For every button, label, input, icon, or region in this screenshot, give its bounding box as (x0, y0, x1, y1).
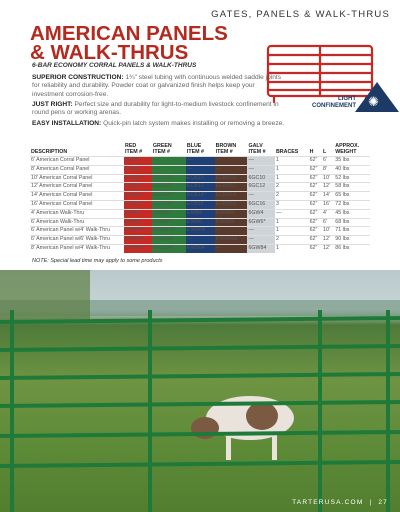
cell-green: ECG10T (152, 174, 186, 183)
cell-blue: — (186, 165, 215, 174)
cell-galv: 6GC16 (247, 200, 275, 209)
col-galv-line2: ITEM # (248, 149, 266, 155)
cell-green: ECG16T (152, 200, 186, 209)
feature-construction (32, 74, 282, 99)
col-red (124, 143, 152, 157)
table-row (30, 209, 370, 218)
cell-desc: 16' American Corral Panel (31, 200, 93, 207)
product-spec-table (30, 143, 370, 253)
cell-braces: 1 (275, 165, 279, 172)
cell-brown: — (215, 157, 248, 166)
cell-weight: 45 lbs (335, 209, 350, 216)
cell-desc: 6' American Walk-Thru (31, 218, 85, 225)
col-blue-line1: BLUE (186, 143, 202, 149)
table-row (30, 192, 370, 201)
table-row (30, 200, 370, 209)
col-braces: BRACES (275, 149, 299, 155)
cell-weight: 40 lbs (335, 165, 350, 172)
cell-blue: EWB84 (186, 244, 215, 252)
cell-l: 12' (323, 236, 330, 243)
cell-red: ECR14 (124, 192, 152, 201)
cell-brown: — (215, 244, 248, 252)
cell-l: 12' (323, 183, 330, 190)
cell-l: 10' (323, 174, 330, 181)
cell-red: ECR12 (124, 183, 152, 192)
fence-photo (0, 270, 400, 512)
cell-brown: EWBR6 (215, 218, 248, 227)
cell-weight: 58 lbs (335, 183, 350, 190)
cell-blue: EWB4 (186, 209, 215, 218)
col-brown (215, 143, 248, 157)
col-green (152, 143, 186, 157)
col-brown-line1: BROWN (215, 143, 237, 149)
cell-h: 62" (309, 244, 318, 251)
cell-braces: 2 (275, 192, 279, 199)
cell-h: 62" (309, 209, 318, 216)
title-line-1: AMERICAN PANELS (30, 22, 228, 45)
cell-desc: 8' American Panel w/4' Walk-Thru (31, 244, 110, 251)
cell-h: 62" (309, 192, 318, 199)
badge-line-1: LIGHT (338, 96, 356, 102)
cell-l: 12' (323, 244, 330, 251)
cell-desc: 8' American Corral Panel (31, 165, 90, 172)
col-description: DESCRIPTION (31, 149, 68, 155)
cell-desc: 10' American Corral Panel (31, 174, 93, 181)
cell-brown: — (215, 227, 248, 236)
table-row (30, 227, 370, 236)
cell-brown: EWBR4 (215, 209, 248, 218)
page-title (30, 24, 228, 62)
cell-red: ECR10 (124, 174, 152, 183)
table-row (30, 183, 370, 192)
table-header-row (30, 143, 370, 157)
cell-h: 62" (309, 218, 318, 225)
cell-blue: ECB10 (186, 174, 215, 183)
cell-l: 4' (323, 209, 327, 216)
col-h: H (309, 149, 314, 155)
section-category: GATES, PANELS & WALK-THRUS (211, 9, 390, 20)
cell-galv: — (247, 192, 275, 201)
col-weight (334, 143, 370, 157)
col-weight-line1: APPROX. (335, 143, 360, 149)
cell-red: EWR4 (124, 209, 152, 218)
cell-h: 62" (309, 157, 318, 163)
footer-page-number: 27 (378, 499, 388, 506)
cell-blue: ECB16 (186, 200, 215, 209)
badge-line-2: CONFINEMENT (312, 102, 356, 109)
cell-red: EWR6 (124, 218, 152, 227)
cell-brown: ECBR12 (215, 183, 248, 192)
cell-braces: — (275, 209, 282, 216)
cell-galv: 6GW84 (247, 244, 275, 252)
page-footer: TARTERUSA.COM | 27 (292, 499, 388, 506)
col-green-line1: GREEN (152, 143, 172, 149)
page-subtitle: 6-BAR ECONOMY CORRAL PANELS & WALK-THRUS (32, 62, 197, 69)
table-row (30, 218, 370, 227)
table-row (30, 236, 370, 245)
cell-green: ECG12T (152, 183, 186, 192)
cell-braces: 1 (275, 227, 279, 234)
cell-weight: 65 lbs (335, 192, 350, 199)
cell-blue: — (186, 236, 215, 245)
cell-green: EWG66T (152, 236, 186, 245)
col-blue-line2: ITEM # (186, 149, 204, 155)
cell-h: 62" (309, 183, 318, 190)
table-row (30, 174, 370, 183)
cell-red: EWR66 (124, 236, 152, 245)
feature-installation (32, 120, 362, 128)
cell-brown: ECBR10 (215, 174, 248, 183)
cell-desc: 14' American Corral Panel (31, 192, 93, 199)
cell-l: 10' (323, 227, 330, 234)
cell-galv: — (247, 227, 275, 236)
cell-red: ECR6 (124, 157, 152, 166)
cell-l: 16' (323, 200, 330, 207)
cell-h: 62" (309, 227, 318, 234)
feature-text: Quick-pin latch system makes installing or removing a breeze. (103, 120, 285, 127)
cell-weight: 52 lbs (335, 174, 350, 181)
cell-desc: 4' American Walk-Thru (31, 209, 85, 216)
cell-h: 62" (309, 200, 318, 207)
table-row (30, 157, 370, 166)
table-row (30, 165, 370, 174)
cell-braces: 2 (275, 236, 279, 243)
footer-site: TARTERUSA.COM (292, 499, 364, 506)
cell-braces: 1 (275, 244, 279, 251)
title-line-2: & WALK-THRUS (30, 41, 189, 64)
cell-green: EWG84T (152, 244, 186, 252)
cell-weight: 72 lbs (335, 200, 350, 207)
cell-red: ECR16 (124, 200, 152, 209)
cell-h: 62" (309, 236, 318, 243)
cell-blue: — (186, 157, 215, 166)
col-red-line2: ITEM # (125, 149, 143, 155)
cell-galv: 6GW4 (247, 209, 275, 218)
cell-brown: ECBR16 (215, 200, 248, 209)
cell-h: 62" (309, 165, 318, 172)
cell-l: 6' (323, 157, 327, 163)
cell-brown: EWBR66 (215, 236, 248, 245)
cell-green: EWG64T (152, 227, 186, 236)
cell-blue: EWB64 (186, 227, 215, 236)
cell-desc: 6' American Panel w/6' Walk-Thru (31, 236, 110, 243)
cell-brown: ECBR14 (215, 192, 248, 201)
table-row (30, 244, 370, 252)
starburst-icon: ✺ (368, 94, 379, 109)
cell-red: EWR84 (124, 244, 152, 252)
feature-label: JUST RIGHT: (32, 101, 73, 108)
feature-text: Perfect size and durability for light-to-medium livestock confinement in round pens or working arenas. (32, 101, 279, 117)
feature-text: 1¾" steel tubing with continuous welded saddle joints for reliability and durability. Powder coat or galvanized finish helps keep your investment corrosion-free. (32, 74, 281, 98)
cell-braces: 3 (275, 200, 279, 207)
cell-braces: 1 (275, 174, 279, 181)
col-l: L (323, 149, 327, 155)
cell-green: — (152, 165, 186, 174)
cell-galv: 6GC12 (247, 183, 275, 192)
cell-galv: — (247, 157, 275, 166)
col-blue (186, 143, 215, 157)
cell-l: 8' (323, 165, 327, 172)
cell-desc: 12' American Corral Panel (31, 183, 93, 190)
feature-label: SUPERIOR CONSTRUCTION: (32, 74, 124, 81)
cell-green: — (152, 157, 186, 166)
cell-weight: 86 lbs (335, 244, 350, 251)
col-brown-line2: ITEM # (215, 149, 233, 155)
cell-green: EWG4T (152, 209, 186, 218)
col-green-line2: ITEM # (152, 149, 170, 155)
cell-blue: ECB14* (186, 192, 215, 201)
cell-blue: EWB6 (186, 218, 215, 227)
cell-weight: 71 lbs (335, 227, 350, 234)
cell-weight: 35 lbs (335, 157, 350, 163)
cell-braces: 2 (275, 183, 279, 190)
cell-red: EWR64 (124, 227, 152, 236)
col-red-line1: RED (125, 143, 137, 149)
lead-time-note: NOTE: Special lead time may apply to some products (32, 258, 163, 264)
feature-label: EASY INSTALLATION: (32, 120, 102, 127)
cell-green: EWG6T (152, 218, 186, 227)
feature-just-right (32, 101, 282, 118)
cell-galv: 6GC10 (247, 174, 275, 183)
fence-scene (0, 270, 400, 512)
cell-braces: 1 (275, 157, 279, 163)
col-weight-line2: WEIGHT (335, 149, 357, 155)
cell-braces: 1 (275, 218, 279, 225)
cell-weight: 68 lbs (335, 218, 350, 225)
cell-green: ECG14T* (152, 192, 186, 201)
cell-galv: — (247, 236, 275, 245)
col-galv (247, 143, 275, 157)
badge-label (300, 96, 356, 109)
cell-h: 62" (309, 174, 318, 181)
cell-red: ECR8 (124, 165, 152, 174)
cell-l: 6' (323, 218, 327, 225)
cell-brown: — (215, 165, 248, 174)
cell-l: 14' (323, 192, 330, 199)
cell-desc: 6' American Corral Panel (31, 157, 90, 163)
col-galv-line1: GALV (248, 143, 263, 149)
cell-galv: — (247, 165, 275, 174)
cell-desc: 6' American Panel w/4' Walk-Thru (31, 227, 110, 234)
cell-galv: 6GW6* (247, 218, 275, 227)
cell-blue: ECB12 (186, 183, 215, 192)
cell-weight: 90 lbs (335, 236, 350, 243)
